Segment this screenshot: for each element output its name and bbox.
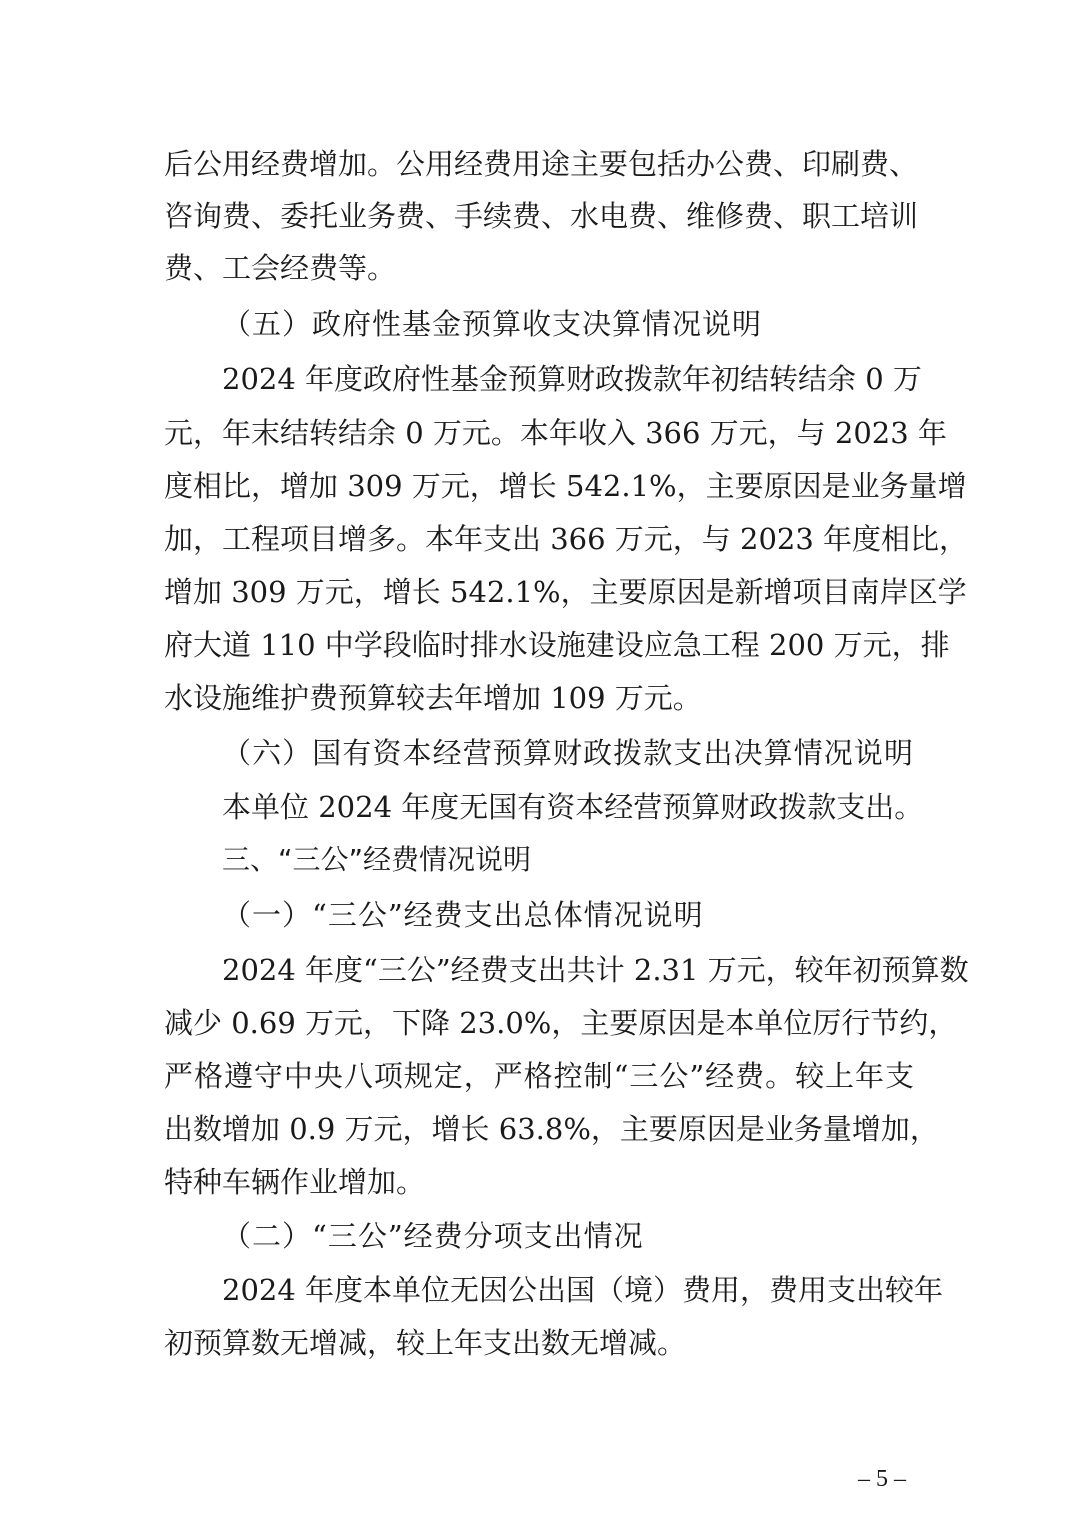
- body-text-line: 咨询费、委托业务费、手续费、水电费、维修费、职工培训: [164, 199, 919, 233]
- body-text-line: 费、工会经费等。: [164, 251, 397, 285]
- body-text-line: 度相比，增加 309 万元，增长 542.1%，主要原因是业务量增: [164, 469, 967, 503]
- body-text-line: 出数增加 0.9 万元，增长 63.8%，主要原因是业务量增加，: [164, 1112, 939, 1146]
- body-text-line: 增加 309 万元，增长 542.1%，主要原因是新增项目南岸区学: [164, 575, 967, 609]
- body-text-line: 水设施维护费预算较去年增加 109 万元。: [164, 681, 702, 715]
- body-text-line: 2024 年度本单位无因公出国（境）费用，费用支出较年: [222, 1273, 944, 1307]
- section-heading: （二）“三公”经费分项支出情况: [222, 1219, 644, 1253]
- body-text-line: 特种车辆作业增加。: [164, 1165, 426, 1199]
- body-text-line: 府大道 110 中学段临时排水设施建设应急工程 200 万元，排: [164, 628, 950, 662]
- body-text-line: 本单位 2024 年度无国有资本经营预算财政拨款支出。: [222, 790, 924, 824]
- body-text-line: 初预算数无增减，较上年支出数无增减。: [164, 1326, 687, 1360]
- body-text-line: 2024 年度政府性基金预算财政拨款年初结转结余 0 万: [222, 362, 922, 396]
- body-text-line: 元，年末结转结余 0 万元。本年收入 366 万元，与 2023 年: [164, 416, 947, 450]
- body-text-line: 减少 0.69 万元，下降 23.0%，主要原因是本单位厉行节约，: [164, 1006, 958, 1040]
- section-heading: （六）国有资本经营预算财政拨款支出决算情况说明: [222, 736, 914, 770]
- section-heading: （五）政府性基金预算收支决算情况说明: [222, 307, 763, 341]
- body-text-line: 后公用经费增加。公用经费用途主要包括办公费、印刷费、: [164, 147, 919, 181]
- body-text-line: 加，工程项目增多。本年支出 366 万元，与 2023 年度相比，: [164, 522, 969, 556]
- section-heading: （一）“三公”经费支出总体情况说明: [222, 898, 704, 932]
- page-number: – 5 –: [858, 1466, 906, 1492]
- body-text-line: 2024 年度“三公”经费支出共计 2.31 万元，较年初预算数: [222, 953, 969, 987]
- body-text-line: 严格遵守中央八项规定，严格控制“三公”经费。较上年支: [164, 1059, 914, 1093]
- chapter-heading: 三、“三公”经费情况说明: [222, 843, 532, 876]
